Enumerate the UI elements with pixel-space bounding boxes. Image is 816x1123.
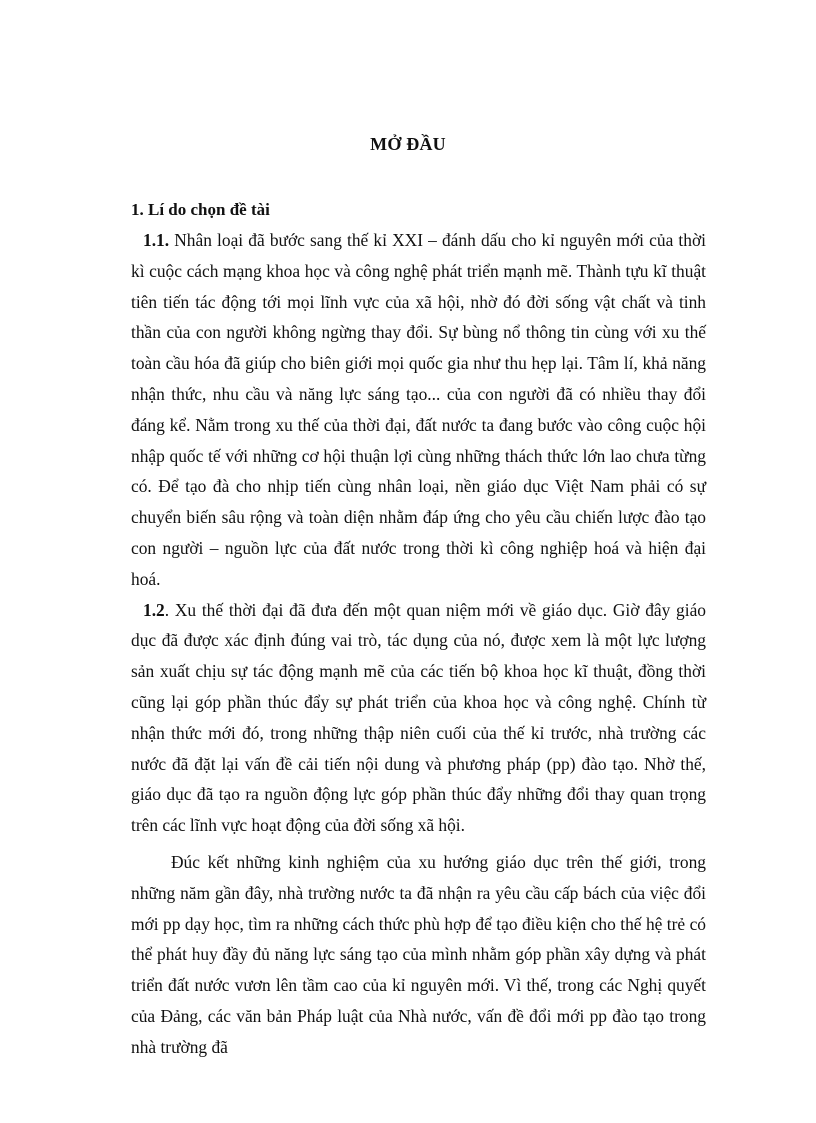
paragraph-3: Đúc kết những kinh nghiệm của xu hướng giáo dục trên thế giới, trong những năm gần đây, nhà trường nước ta đã nhận ra yêu cầu cấp bách của việc đổi mới pp dạy học, tìm ra những cách thức phù hợp để tạo điều kiện cho thế hệ trẻ có thể phát huy đầy đủ năng lực sáng tạo của mình nhằm góp phần xây dựng và phát triển đất nước vươn lên tầm cao của kỉ nguyên mới. Vì thế, trong các Nghị quyết của Đảng, các văn bản Pháp luật của Nhà nước, vấn đề đổi mới pp đào tạo trong nhà trường đã <box>131 851 706 1057</box>
paragraph-text: . Xu thế thời đại đã đưa đến một quan niệm mới về giáo dục. Giờ đây giáo dục đã được xác định đúng vai trò, tác dụng của nó, được xem là một lực lượng sản xuất chịu sự tác động mạnh mẽ của các tiến bộ khoa học kĩ thuật, đồng thời cũng lại góp phần thúc đẩy sự phát triển của khoa học và công nghệ. Chính từ nhận thức mới đó, trong những thập niên cuối của thế kỉ trước, nhà trường các nước đã đặt lại vấn đề cải tiến nội dung và phương pháp (pp) đào tạo. Nhờ thế, giáo dục đã tạo ra nguồn động lực góp phần thúc đẩy những đổi thay quan trọng trên các lĩnh vực hoạt động của đời sống xã hội. <box>131 599 706 836</box>
paragraph-number: 1.2 <box>143 599 165 620</box>
page-title: MỞ ĐẦU <box>370 134 446 154</box>
paragraph-text: Nhân loại đã bước sang thế kỉ XXI – đánh dấu cho kỉ nguyên mới của thời kì cuộc cách mạng khoa học và công nghệ phát triển mạnh mẽ. Thành tựu kĩ thuật tiên tiến tác động tới mọi lĩnh vực của xã hội, nhờ đó đời sống vật chất và tinh thần của con người không ngừng thay đổi. Sự bùng nổ thông tin cùng với xu thế toàn cầu hóa đã giúp cho biên giới mọi quốc gia như thu hẹp lại. Tâm lí, khả năng nhận thức, nhu cầu và năng lực sáng tạo... của con người đã có nhiều thay đổi đáng kể. Nằm trong xu thế của thời đại, đất nước ta đang bước vào công cuộc hội nhập quốc tế với những cơ hội thuận lợi cùng những thách thức lớn lao chưa từng có. Để tạo đà cho nhịp tiến cùng nhân loại, nền giáo dục Việt Nam phải có sự chuyển biến sâu rộng và toàn diện nhằm đáp ứng cho yêu cầu chiến lược đào tạo con người – nguồn lực của đất nước trong thời kì công nghiệp hoá và hiện đại hoá. <box>131 230 706 589</box>
paragraph-number: 1.1. <box>143 230 170 250</box>
section-heading: 1. Lí do chọn đề tài <box>131 200 270 219</box>
paragraph-1-1 <box>131 225 706 595</box>
body-text <box>131 225 706 1063</box>
paragraph-1-2 <box>131 595 706 841</box>
